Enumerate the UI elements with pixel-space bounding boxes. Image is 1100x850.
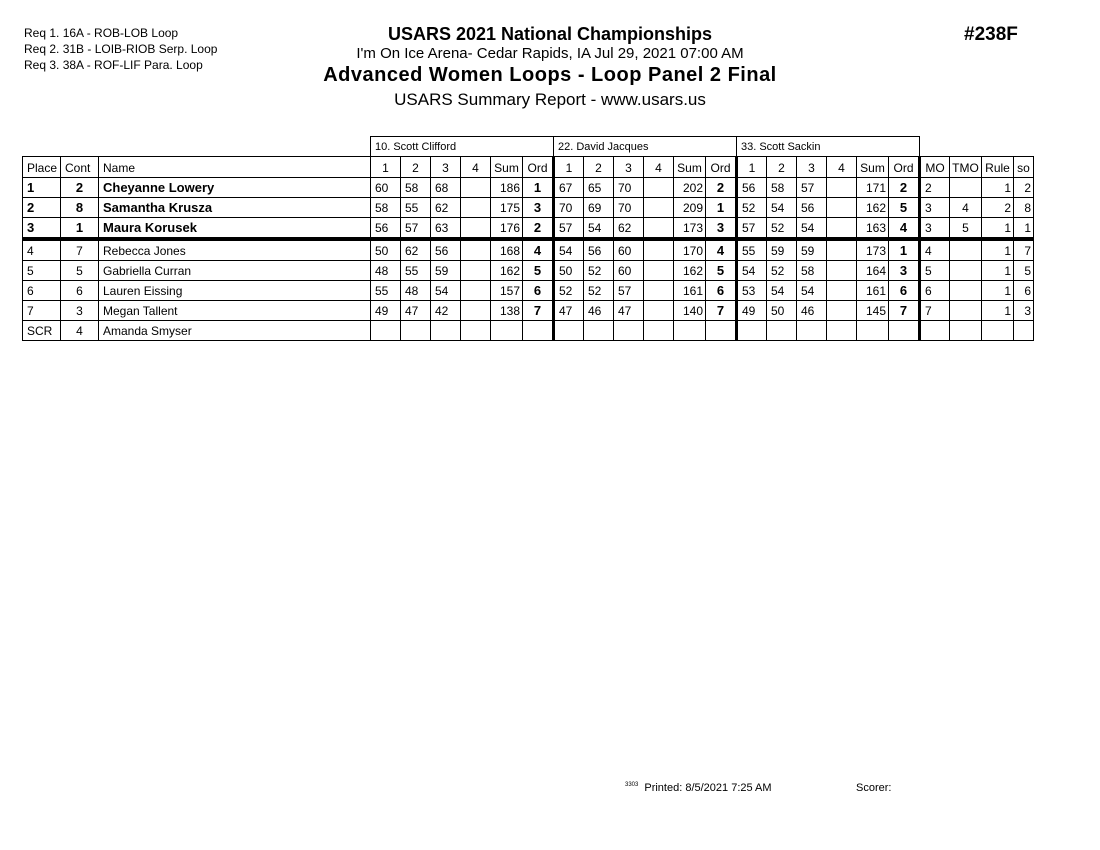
score-cell: 56 — [584, 239, 614, 261]
header-name: Name — [99, 157, 371, 178]
score-cell — [614, 321, 644, 341]
score-cell: 47 — [401, 301, 431, 321]
score-cell: 42 — [431, 301, 461, 321]
sum-cell: 161 — [674, 281, 706, 301]
ordinal-cell: 2 — [523, 218, 554, 240]
score-cell — [767, 321, 797, 341]
place-cell: 4 — [23, 239, 61, 261]
ordinal-cell: 2 — [889, 178, 920, 198]
score-cell — [461, 218, 491, 240]
score-cell — [431, 321, 461, 341]
score-cell: 58 — [767, 178, 797, 198]
ordinal-cell: 2 — [706, 178, 737, 198]
header-so: so — [1014, 157, 1034, 178]
mo-cell: 7 — [920, 301, 950, 321]
score-cell: 48 — [401, 281, 431, 301]
header-judge-col: Sum — [857, 157, 889, 178]
rule-cell: 1 — [982, 301, 1014, 321]
score-cell: 54 — [797, 281, 827, 301]
score-cell: 59 — [767, 239, 797, 261]
tmo-cell — [950, 281, 982, 301]
score-cell: 54 — [767, 281, 797, 301]
ordinal-cell: 1 — [523, 178, 554, 198]
score-cell: 56 — [431, 239, 461, 261]
rule-cell: 1 — [982, 178, 1014, 198]
score-cell: 70 — [614, 178, 644, 198]
cont-cell: 4 — [61, 321, 99, 341]
score-cell: 58 — [371, 198, 401, 218]
score-cell: 60 — [614, 239, 644, 261]
score-cell: 49 — [371, 301, 401, 321]
table-row — [23, 281, 1034, 301]
results-table — [22, 136, 1034, 341]
place-cell: SCR — [23, 321, 61, 341]
tmo-cell: 5 — [950, 218, 982, 240]
skater-name: Megan Tallent — [99, 301, 371, 321]
rule-cell: 1 — [982, 218, 1014, 240]
score-cell — [461, 281, 491, 301]
score-cell — [461, 178, 491, 198]
skater-name: Lauren Eissing — [99, 281, 371, 301]
header-judge-col: 2 — [584, 157, 614, 178]
score-cell: 62 — [431, 198, 461, 218]
score-cell: 52 — [584, 281, 614, 301]
ordinal-cell: 7 — [706, 301, 737, 321]
place-cell: 3 — [23, 218, 61, 240]
header-judge-col: 4 — [827, 157, 857, 178]
ordinal-cell: 7 — [889, 301, 920, 321]
score-cell: 68 — [431, 178, 461, 198]
header-judge-col: Sum — [491, 157, 523, 178]
header-judge-col: 3 — [431, 157, 461, 178]
table-row — [23, 261, 1034, 281]
ordinal-cell: 6 — [889, 281, 920, 301]
requirements-list — [24, 25, 217, 73]
header-judge-col: 4 — [644, 157, 674, 178]
requirement-1: Req 1. 16A - ROB-LOB Loop — [24, 26, 179, 40]
ordinal-cell: 5 — [706, 261, 737, 281]
judges-row — [23, 137, 1034, 157]
score-cell: 50 — [554, 261, 584, 281]
score-cell — [644, 198, 674, 218]
score-cell: 54 — [797, 218, 827, 240]
score-cell: 56 — [737, 178, 767, 198]
place-cell: 2 — [23, 198, 61, 218]
sum-cell: 168 — [491, 239, 523, 261]
ordinal-cell: 1 — [706, 198, 737, 218]
table-row — [23, 321, 1034, 341]
score-cell — [461, 261, 491, 281]
rule-cell: 1 — [982, 239, 1014, 261]
score-cell — [827, 281, 857, 301]
header-judge-col: Ord — [523, 157, 554, 178]
score-cell: 60 — [614, 261, 644, 281]
so-cell: 8 — [1014, 198, 1034, 218]
score-cell: 50 — [371, 239, 401, 261]
ordinal-cell: 5 — [889, 198, 920, 218]
mo-cell — [920, 321, 950, 341]
mo-cell: 3 — [920, 198, 950, 218]
so-cell — [1014, 321, 1034, 341]
score-cell — [827, 198, 857, 218]
score-cell: 59 — [797, 239, 827, 261]
score-cell: 57 — [737, 218, 767, 240]
score-cell: 59 — [431, 261, 461, 281]
requirement-2: Req 2. 31B - LOIB-RIOB Serp. Loop — [24, 42, 218, 56]
table-row — [23, 198, 1034, 218]
score-cell: 52 — [767, 261, 797, 281]
scorer-label: Scorer: — [856, 782, 892, 794]
cont-cell: 7 — [61, 239, 99, 261]
header-place: Place — [23, 157, 61, 178]
header-rule: Rule — [982, 157, 1014, 178]
table-row — [23, 239, 1034, 261]
mo-cell: 3 — [920, 218, 950, 240]
header-judge-col: Ord — [889, 157, 920, 178]
ordinal-cell: 6 — [706, 281, 737, 301]
score-cell: 67 — [554, 178, 584, 198]
judge-name: 33. Scott Sackin — [737, 137, 920, 157]
header-judge-col: 4 — [461, 157, 491, 178]
table-row — [23, 178, 1034, 198]
column-header-row — [23, 157, 1034, 178]
ordinal-cell: 1 — [889, 239, 920, 261]
ordinal-cell — [523, 321, 554, 341]
mo-cell: 6 — [920, 281, 950, 301]
score-cell — [644, 261, 674, 281]
score-cell: 65 — [584, 178, 614, 198]
header-judge-col: 2 — [401, 157, 431, 178]
sum-cell: 162 — [491, 261, 523, 281]
score-cell — [644, 239, 674, 261]
place-cell: 1 — [23, 178, 61, 198]
ordinal-cell — [706, 321, 737, 341]
so-cell: 3 — [1014, 301, 1034, 321]
tmo-cell — [950, 301, 982, 321]
score-cell: 48 — [371, 261, 401, 281]
score-cell: 62 — [401, 239, 431, 261]
place-cell: 5 — [23, 261, 61, 281]
score-cell — [461, 321, 491, 341]
header-judge-col: 3 — [614, 157, 644, 178]
skater-name: Cheyanne Lowery — [99, 178, 371, 198]
score-cell — [644, 301, 674, 321]
so-cell: 1 — [1014, 218, 1034, 240]
cont-cell: 1 — [61, 218, 99, 240]
ordinal-cell: 5 — [523, 261, 554, 281]
header-mo: MO — [920, 157, 950, 178]
ordinal-cell: 4 — [523, 239, 554, 261]
score-cell: 63 — [431, 218, 461, 240]
mo-cell: 2 — [920, 178, 950, 198]
printed-stamp — [625, 782, 772, 794]
rule-cell — [982, 321, 1014, 341]
place-cell: 6 — [23, 281, 61, 301]
score-cell — [644, 321, 674, 341]
score-cell — [827, 261, 857, 281]
tmo-cell — [950, 239, 982, 261]
score-cell — [827, 178, 857, 198]
score-cell: 52 — [767, 218, 797, 240]
sum-cell: 163 — [857, 218, 889, 240]
sum-cell: 164 — [857, 261, 889, 281]
so-cell: 7 — [1014, 239, 1034, 261]
table-row — [23, 301, 1034, 321]
score-cell: 56 — [371, 218, 401, 240]
score-cell — [827, 321, 857, 341]
cont-cell: 2 — [61, 178, 99, 198]
score-cell: 54 — [737, 261, 767, 281]
sum-cell: 161 — [857, 281, 889, 301]
score-cell — [827, 218, 857, 240]
score-cell — [401, 321, 431, 341]
score-cell: 46 — [797, 301, 827, 321]
sum-cell: 202 — [674, 178, 706, 198]
event-title: Advanced Women Loops - Loop Panel 2 Final — [323, 64, 777, 86]
sum-cell: 140 — [674, 301, 706, 321]
score-cell — [737, 321, 767, 341]
score-cell: 53 — [737, 281, 767, 301]
cont-cell: 8 — [61, 198, 99, 218]
sum-cell: 176 — [491, 218, 523, 240]
judges-spacer — [920, 137, 1034, 157]
score-cell: 49 — [737, 301, 767, 321]
score-cell: 52 — [737, 198, 767, 218]
judge-name: 22. David Jacques — [554, 137, 737, 157]
header-judge-col: 3 — [797, 157, 827, 178]
header-tmo: TMO — [950, 157, 982, 178]
rule-cell: 2 — [982, 198, 1014, 218]
score-cell — [461, 198, 491, 218]
tmo-cell — [950, 178, 982, 198]
sum-cell: 173 — [857, 239, 889, 261]
score-cell — [644, 218, 674, 240]
header-judge-col: Sum — [674, 157, 706, 178]
score-cell: 52 — [584, 261, 614, 281]
header-judge-col: 1 — [554, 157, 584, 178]
score-cell — [827, 301, 857, 321]
mo-cell: 5 — [920, 261, 950, 281]
sum-cell — [491, 321, 523, 341]
score-cell: 70 — [554, 198, 584, 218]
tmo-cell — [950, 321, 982, 341]
score-cell: 55 — [371, 281, 401, 301]
score-cell: 56 — [797, 198, 827, 218]
score-cell — [827, 239, 857, 261]
score-cell: 60 — [371, 178, 401, 198]
score-cell: 70 — [614, 198, 644, 218]
printed-date: Printed: 8/5/2021 7:25 AM — [644, 782, 772, 794]
header-judge-col: 1 — [737, 157, 767, 178]
header-judge-col: Ord — [706, 157, 737, 178]
ordinal-cell: 3 — [706, 218, 737, 240]
score-cell: 47 — [614, 301, 644, 321]
score-cell: 57 — [554, 218, 584, 240]
score-cell: 50 — [767, 301, 797, 321]
sum-cell: 157 — [491, 281, 523, 301]
ordinal-cell: 4 — [889, 218, 920, 240]
judges-spacer — [23, 137, 371, 157]
header-judge-col: 1 — [371, 157, 401, 178]
so-cell: 2 — [1014, 178, 1034, 198]
event-number: #238F — [964, 24, 1018, 45]
tiny-code: 3303 — [625, 782, 639, 789]
score-cell — [554, 321, 584, 341]
score-cell — [797, 321, 827, 341]
score-cell: 57 — [614, 281, 644, 301]
header-cont: Cont — [61, 157, 99, 178]
score-cell: 54 — [767, 198, 797, 218]
score-cell — [644, 281, 674, 301]
sum-cell: 162 — [674, 261, 706, 281]
place-cell: 7 — [23, 301, 61, 321]
header-judge-col: 2 — [767, 157, 797, 178]
score-cell — [644, 178, 674, 198]
score-cell: 57 — [797, 178, 827, 198]
skater-name: Samantha Krusza — [99, 198, 371, 218]
score-cell: 69 — [584, 198, 614, 218]
sum-cell: 170 — [674, 239, 706, 261]
cont-cell: 5 — [61, 261, 99, 281]
ordinal-cell: 6 — [523, 281, 554, 301]
score-cell — [371, 321, 401, 341]
judge-name: 10. Scott Clifford — [371, 137, 554, 157]
sum-cell: 173 — [674, 218, 706, 240]
score-cell: 55 — [737, 239, 767, 261]
ordinal-cell: 4 — [706, 239, 737, 261]
sum-cell: 145 — [857, 301, 889, 321]
championship-title: USARS 2021 National Championships — [387, 24, 713, 44]
sum-cell — [674, 321, 706, 341]
ordinal-cell: 3 — [889, 261, 920, 281]
score-cell: 47 — [554, 301, 584, 321]
sum-cell: 162 — [857, 198, 889, 218]
ordinal-cell — [889, 321, 920, 341]
sum-cell: 186 — [491, 178, 523, 198]
so-cell: 6 — [1014, 281, 1034, 301]
score-cell: 62 — [614, 218, 644, 240]
table-row — [23, 218, 1034, 240]
sum-cell — [857, 321, 889, 341]
tmo-cell: 4 — [950, 198, 982, 218]
report-line: USARS Summary Report - www.usars.us — [394, 90, 706, 109]
sum-cell: 209 — [674, 198, 706, 218]
rule-cell: 1 — [982, 281, 1014, 301]
tmo-cell — [950, 261, 982, 281]
mo-cell: 4 — [920, 239, 950, 261]
score-cell: 58 — [797, 261, 827, 281]
ordinal-cell: 3 — [523, 198, 554, 218]
skater-name: Rebecca Jones — [99, 239, 371, 261]
cont-cell: 3 — [61, 301, 99, 321]
rule-cell: 1 — [982, 261, 1014, 281]
score-cell: 55 — [401, 261, 431, 281]
score-cell: 58 — [401, 178, 431, 198]
score-cell: 55 — [401, 198, 431, 218]
skater-name: Amanda Smyser — [99, 321, 371, 341]
skater-name: Gabriella Curran — [99, 261, 371, 281]
venue-line: I'm On Ice Arena- Cedar Rapids, IA Jul 29, 2021 07:00 AM — [356, 45, 744, 62]
ordinal-cell: 7 — [523, 301, 554, 321]
score-cell — [584, 321, 614, 341]
score-cell: 57 — [401, 218, 431, 240]
cont-cell: 6 — [61, 281, 99, 301]
sum-cell: 171 — [857, 178, 889, 198]
score-cell — [461, 239, 491, 261]
so-cell: 5 — [1014, 261, 1034, 281]
score-cell: 54 — [431, 281, 461, 301]
score-cell: 46 — [584, 301, 614, 321]
sum-cell: 138 — [491, 301, 523, 321]
requirement-3: Req 3. 38A - ROF-LIF Para. Loop — [24, 58, 203, 72]
skater-name: Maura Korusek — [99, 218, 371, 240]
score-cell: 52 — [554, 281, 584, 301]
score-cell: 54 — [584, 218, 614, 240]
score-cell: 54 — [554, 239, 584, 261]
sum-cell: 175 — [491, 198, 523, 218]
score-cell — [461, 301, 491, 321]
